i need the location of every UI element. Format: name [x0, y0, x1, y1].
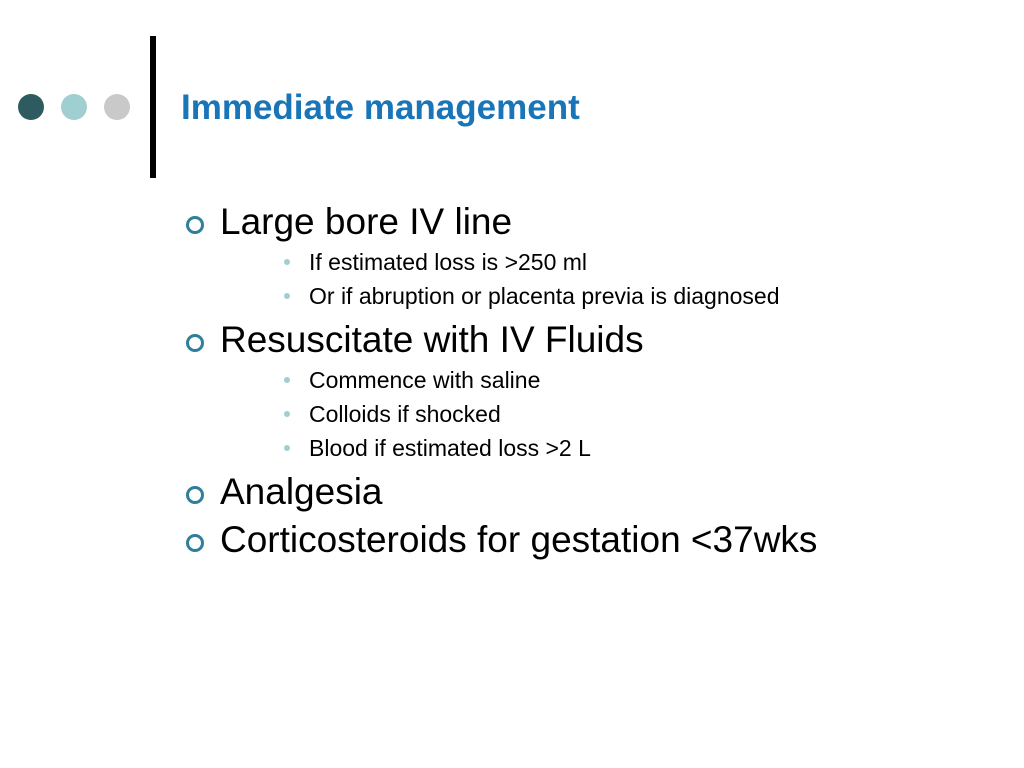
sub-bullet-item: [186, 279, 817, 313]
sub-bullet-group: [186, 245, 817, 313]
bullet-text: Large bore IV line: [220, 201, 513, 242]
decorative-dot-dark-icon: [18, 94, 44, 120]
dot-bullet-icon: [284, 259, 290, 265]
sub-bullet-item: [186, 363, 817, 397]
dot-bullet-icon: [284, 411, 290, 417]
bullet-text: Resuscitate with IV Fluids: [220, 319, 644, 360]
sub-bullet-item: [186, 245, 817, 279]
sub-bullet-group: [186, 363, 817, 465]
ring-bullet-icon: [186, 216, 204, 234]
bullet-text: Analgesia: [220, 471, 383, 512]
bullet-item: [186, 516, 817, 564]
bullet-item: [186, 316, 817, 364]
bullet-text: Corticosteroids for gestation <37wks: [220, 519, 818, 560]
sub-bullet-text: Blood if estimated loss >2 L: [309, 435, 591, 461]
sub-bullet-list: [186, 363, 817, 465]
decorative-dot-teal-icon: [61, 94, 87, 120]
dot-bullet-icon: [284, 377, 290, 383]
slide-title: Immediate management: [181, 88, 580, 127]
sub-bullet-text: Colloids if shocked: [309, 401, 501, 427]
sub-bullet-text: Or if abruption or placenta previa is diagnosed: [309, 283, 780, 309]
ring-bullet-icon: [186, 534, 204, 552]
dot-bullet-icon: [284, 293, 290, 299]
bullet-item: [186, 468, 817, 516]
sub-bullet-item: [186, 397, 817, 431]
sub-bullet-item: [186, 431, 817, 465]
ring-bullet-icon: [186, 334, 204, 352]
ring-bullet-icon: [186, 486, 204, 504]
dot-bullet-icon: [284, 445, 290, 451]
sub-bullet-list: [186, 245, 817, 313]
sub-bullet-text: If estimated loss is >250 ml: [309, 249, 588, 275]
sub-bullet-text: Commence with saline: [309, 367, 541, 393]
bullet-item: [186, 198, 817, 246]
decorative-dot-gray-icon: [104, 94, 130, 120]
bullet-list: [186, 198, 817, 564]
title-divider: [150, 36, 156, 178]
